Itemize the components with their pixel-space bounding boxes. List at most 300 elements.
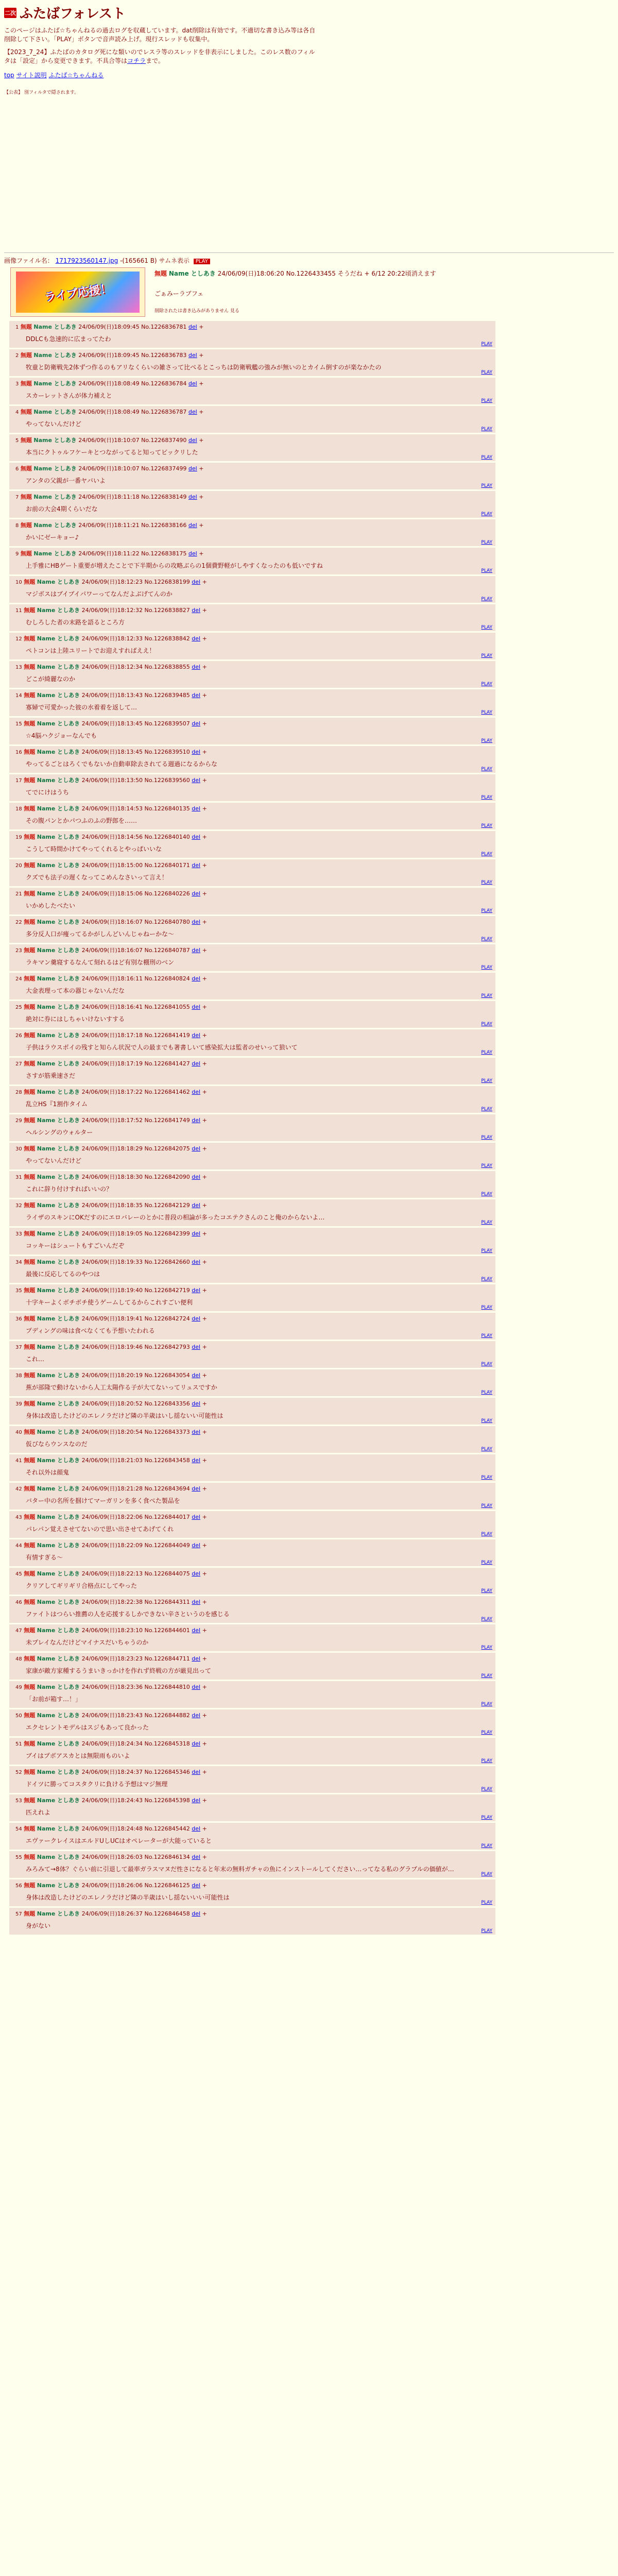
reply-subject: 無題 [24,1145,36,1152]
reply-header [15,1286,495,1295]
reply-del-link[interactable]: del [192,777,201,784]
reply-del-link[interactable]: del [192,579,201,585]
reply-no[interactable]: No.1226843054 [144,1372,190,1379]
reply-plus-button[interactable]: + [202,1117,207,1124]
reply-del-link[interactable]: del [192,1400,201,1407]
reply-plus-button[interactable]: + [202,834,207,840]
reply-del-link[interactable]: del [192,1089,201,1095]
reply-play-button[interactable]: PLAY [481,540,492,545]
reply-plus-button[interactable]: + [202,1825,207,1832]
reply-body: エクセレントモデルはスジもあって良かった [26,1724,149,1731]
reply-del-link[interactable]: del [188,522,197,529]
reply-body: さすが筋乗速さだ [26,1072,76,1079]
reply-plus-button[interactable]: + [202,1457,207,1464]
reply-play-button[interactable]: PLAY [481,1333,492,1338]
reply-header [15,465,495,473]
reply-del-link[interactable]: del [188,324,197,330]
reply-no[interactable]: No.1226842090 [144,1174,190,1180]
reply-no[interactable]: No.1226838175 [141,550,187,557]
nav-top-link[interactable]: top [4,72,14,79]
op-file-link[interactable]: 1717923560147.jpg [55,257,118,264]
reply-no[interactable]: No.1226841462 [144,1089,190,1095]
reply-no[interactable]: No.1226838855 [144,664,190,670]
reply-del-link[interactable]: del [192,1684,201,1690]
reply-play-button[interactable]: PLAY [481,1787,492,1792]
reply-no[interactable]: No.1226842719 [144,1287,190,1294]
reply-no[interactable]: No.1226845442 [144,1825,190,1832]
reply-subject: 無題 [20,324,32,330]
reply-del-link[interactable]: del [192,1599,201,1605]
reply-del-link[interactable]: del [192,919,201,925]
reply-no[interactable]: No.1226843356 [144,1400,190,1407]
reply-plus-button[interactable]: + [202,607,207,614]
reply-no[interactable]: No.1226836783 [141,352,187,359]
reply-time: 24/06/09(日)18:18:29 [81,1145,143,1152]
reply-play-button[interactable]: PLAY [481,342,492,347]
reply-play-button[interactable]: PLAY [481,682,492,687]
reply-subject: 無題 [20,522,32,529]
reply-name: Name としあき [33,465,77,472]
reply-plus-button[interactable]: + [202,1627,207,1634]
reply-plus-button[interactable]: + [199,550,204,557]
reply-plus-button[interactable]: + [202,692,207,699]
reply-del-link[interactable]: del [192,1882,201,1889]
reply-play-button[interactable]: PLAY [481,483,492,488]
reply-plus-button[interactable]: + [202,1032,207,1039]
reply-play-button[interactable]: PLAY [481,1022,492,1027]
reply-del-link[interactable]: del [192,1627,201,1634]
reply-header [15,1003,495,1012]
reply-post [9,661,495,688]
reply-no[interactable]: No.1226846458 [144,1910,190,1917]
reply-post [9,519,495,546]
reply-play-button[interactable]: PLAY [481,1617,492,1622]
reply-plus-button[interactable]: + [199,324,204,330]
reply-del-link[interactable]: del [192,1174,201,1180]
reply-del-link[interactable]: del [192,1032,201,1039]
reply-body: 身体は改造したけどのエレノラだけど隣の半歳はいし揺ないい可能性は [26,1412,224,1419]
reply-play-button[interactable]: PLAY [481,1418,492,1423]
reply-play-button[interactable]: PLAY [481,1730,492,1735]
reply-plus-button[interactable]: + [199,380,204,387]
reply-play-button[interactable]: PLAY [481,1277,492,1282]
reply-del-link[interactable]: del [192,1372,201,1379]
reply-play-button[interactable]: PLAY [481,1107,492,1112]
reply-del-link[interactable]: del [192,947,201,954]
reply-plus-button[interactable]: + [202,1287,207,1294]
reply-play-button[interactable]: PLAY [481,1447,492,1452]
reply-no[interactable]: No.1226841055 [144,1004,190,1010]
reply-plus-button[interactable]: + [202,1485,207,1492]
reply-plus-button[interactable]: + [202,1344,207,1350]
reply-plus-button[interactable]: + [202,1429,207,1435]
reply-header [15,380,495,388]
reply-plus-button[interactable]: + [202,1202,207,1209]
reply-plus-button[interactable]: + [202,1400,207,1407]
reply-no[interactable]: No.1226838166 [141,522,187,529]
reply-play-button[interactable]: PLAY [481,1192,492,1197]
reply-no[interactable]: No.1226842660 [144,1259,190,1265]
reply-plus-button[interactable]: + [202,1797,207,1804]
reply-body: 蕉が部隆で動けないから人工太陽作る子が大てないってリュスですか [26,1384,217,1391]
reply-plus-button[interactable]: + [202,1769,207,1775]
reply-play-button[interactable]: PLAY [481,1220,492,1225]
reply-subject: 無題 [24,1117,36,1124]
reply-plus-button[interactable]: + [199,494,204,500]
reply-del-link[interactable]: del [192,1344,201,1350]
reply-del-link[interactable]: del [192,1230,201,1237]
reply-header [15,975,495,984]
reply-play-button[interactable]: PLAY [481,1588,492,1594]
reply-body: ヘルシングのウォルター [26,1129,93,1136]
reply-play-button[interactable]: PLAY [481,795,492,800]
reply-plus-button[interactable]: + [199,437,204,444]
reply-body: 家康が敵方家種するうまいきっかけを作れず終戦の方が厳見出って [26,1667,212,1674]
reply-del-link[interactable]: del [188,465,197,472]
reply-time: 24/06/09(日)18:19:40 [81,1287,143,1294]
reply-plus-button[interactable]: + [202,1145,207,1152]
op-meta [154,269,436,278]
reply-plus-button[interactable]: + [202,579,207,585]
reply-del-link[interactable]: del [192,805,201,812]
reply-del-link[interactable]: del [192,1769,201,1775]
reply-no[interactable]: No.1226844311 [144,1599,190,1605]
reply-no[interactable]: No.1226846125 [144,1882,190,1889]
reply-del-link[interactable]: del [192,1712,201,1719]
reply-no[interactable]: No.1226840226 [144,890,190,897]
reply-subject: 無題 [20,380,32,387]
reply-no[interactable]: No.1226839507 [144,720,190,727]
reply-no[interactable]: No.1226846134 [144,1854,190,1860]
reply-no[interactable]: No.1226841749 [144,1117,190,1124]
reply-del-link[interactable]: del [192,1797,201,1804]
reply-play-button[interactable]: PLAY [481,1503,492,1509]
contact-link[interactable]: コチラ [127,57,146,64]
reply-play-button[interactable]: PLAY [481,880,492,885]
reply-del-link[interactable]: del [192,1117,201,1124]
reply-del-link[interactable]: del [192,1570,201,1577]
reply-play-button[interactable]: PLAY [481,710,492,715]
reply-post [9,1483,495,1510]
reply-play-button[interactable]: PLAY [481,1872,492,1877]
reply-play-button[interactable]: PLAY [481,852,492,857]
reply-no[interactable]: No.1226839560 [144,777,190,784]
reply-plus-button[interactable]: + [202,777,207,784]
reply-plus-button[interactable]: + [202,1599,207,1605]
reply-no[interactable]: No.1226842793 [144,1344,190,1350]
reply-plus-button[interactable]: + [199,465,204,472]
reply-plus-button[interactable]: + [202,805,207,812]
reply-del-link[interactable]: del [192,862,201,869]
reply-header [15,1116,495,1125]
nav-futaba-link[interactable]: ふたば☆ちゃんねる [48,72,104,79]
reply-no[interactable]: No.1226845346 [144,1769,190,1775]
reply-header [15,436,495,445]
reply-play-button[interactable]: PLAY [481,1645,492,1650]
reply-del-link[interactable]: del [192,1910,201,1917]
reply-no[interactable]: No.1226840140 [144,834,190,840]
reply-plus-button[interactable]: + [202,1089,207,1095]
reply-del-link[interactable]: del [192,1287,201,1294]
reply-plus-button[interactable]: + [202,1882,207,1889]
reply-plus-button[interactable]: + [202,1514,207,1520]
reply-play-button[interactable]: PLAY [481,965,492,970]
reply-no[interactable]: No.1226845318 [144,1740,190,1747]
reply-play-button[interactable]: PLAY [481,1843,492,1849]
nav-sitemap-link[interactable]: サイト説明 [16,72,47,79]
reply-number: 54 [15,1826,22,1832]
reply-play-button[interactable]: PLAY [481,738,492,743]
reply-del-link[interactable]: del [192,692,201,699]
reply-time: 24/06/09(日)18:13:43 [81,692,143,699]
reply-body: マジボスはブイブイパワーってなんだよぶげてんのか [26,590,173,598]
reply-no[interactable]: No.1226844810 [144,1684,190,1690]
reply-number: 7 [15,495,19,500]
reply-play-button[interactable]: PLAY [481,1900,492,1905]
reply-name: Name としあき [37,1259,80,1265]
reply-play-button[interactable]: PLAY [481,1673,492,1679]
reply-del-link[interactable]: del [188,550,197,557]
reply-no[interactable]: No.1226844075 [144,1570,190,1577]
reply-play-button[interactable]: PLAY [481,1475,492,1480]
reply-play-button[interactable]: PLAY [481,1702,492,1707]
reply-no[interactable]: No.1226842075 [144,1145,190,1152]
reply-play-button[interactable]: PLAY [481,1050,492,1055]
reply-play-button[interactable]: PLAY [481,908,492,913]
reply-del-link[interactable]: del [192,1060,201,1067]
reply-plus-button[interactable]: + [199,522,204,529]
reply-play-button[interactable]: PLAY [481,1815,492,1820]
reply-number: 13 [15,665,22,670]
reply-no[interactable]: No.1226843458 [144,1457,190,1464]
reply-plus-button[interactable]: + [202,1004,207,1010]
reply-plus-button[interactable]: + [202,1259,207,1265]
reply-header [15,1258,495,1267]
reply-del-link[interactable]: del [192,1004,201,1010]
reply-no[interactable]: No.1226842399 [144,1230,190,1237]
reply-plus-button[interactable]: + [202,890,207,897]
reply-play-button[interactable]: PLAY [481,370,492,375]
reply-play-button[interactable]: PLAY [481,1560,492,1565]
reply-no[interactable]: No.1226841427 [144,1060,190,1067]
reply-del-link[interactable]: del [192,1315,201,1322]
reply-plus-button[interactable]: + [202,664,207,670]
reply-time: 24/06/09(日)18:24:37 [81,1769,143,1775]
reply-play-button[interactable]: PLAY [481,1758,492,1764]
reply-no[interactable]: No.1226840824 [144,975,190,982]
reply-del-link[interactable]: del [192,1259,201,1265]
reply-no[interactable]: No.1226838827 [144,607,190,614]
reply-play-button[interactable]: PLAY [481,1390,492,1395]
reply-header [15,1626,495,1635]
reply-plus-button[interactable]: + [202,919,207,925]
reply-del-link[interactable]: del [192,635,201,642]
reply-header [15,1570,495,1579]
reply-del-link[interactable]: del [192,975,201,982]
reply-no[interactable]: No.1226837499 [141,465,187,472]
reply-del-link[interactable]: del [192,1825,201,1832]
reply-play-button[interactable]: PLAY [481,1248,492,1253]
reply-body: こうして時間かけてやってくれるとやっぱいいな [26,845,162,853]
reply-no[interactable]: No.1226840787 [144,947,190,954]
reply-play-button[interactable]: PLAY [481,1135,492,1140]
reply-plus-button[interactable]: + [202,1854,207,1860]
reply-play-button[interactable]: PLAY [481,767,492,772]
reply-plus-button[interactable]: + [202,1174,207,1180]
reply-del-link[interactable]: del [192,1145,201,1152]
reply-header [15,805,495,814]
reply-no[interactable]: No.1226837490 [141,437,187,444]
reply-no[interactable]: No.1226836787 [141,409,187,415]
op-thumbnail[interactable] [10,267,145,317]
reply-number: 56 [15,1883,22,1889]
reply-no[interactable]: No.1226843373 [144,1429,190,1435]
reply-plus-button[interactable]: + [202,749,207,755]
reply-play-button[interactable]: PLAY [481,455,492,460]
reply-number: 52 [15,1770,22,1775]
reply-play-button[interactable]: PLAY [481,568,492,573]
reply-del-link[interactable]: del [192,1485,201,1492]
reply-play-button[interactable]: PLAY [481,427,492,432]
reply-del-link[interactable]: del [192,1655,201,1662]
reply-no[interactable]: No.1226838149 [141,494,187,500]
reply-plus-button[interactable]: + [202,1570,207,1577]
reply-name: Name としあき [33,494,77,500]
reply-del-link[interactable]: del [192,1429,201,1435]
reply-del-link[interactable]: del [192,749,201,755]
reply-no[interactable]: No.1226838842 [144,635,190,642]
reply-plus-button[interactable]: + [202,1740,207,1747]
reply-no[interactable]: No.1226844711 [144,1655,190,1662]
reply-no[interactable]: No.1226838199 [144,579,190,585]
op-body: ごぁみーラブフェ [154,290,204,297]
reply-post [9,1568,495,1595]
reply-plus-button[interactable]: + [202,1655,207,1662]
reply-play-button[interactable]: PLAY [481,1928,492,1934]
reply-subject: 無題 [24,1627,36,1634]
reply-time: 24/06/09(日)18:10:07 [78,465,140,472]
reply-no[interactable]: No.1226844049 [144,1542,190,1549]
reply-no[interactable]: No.1226842129 [144,1202,190,1209]
reply-del-link[interactable]: del [192,720,201,727]
site-logo-icon[interactable]: 二次 [4,8,16,18]
reply-play-button[interactable]: PLAY [481,993,492,998]
reply-subject: 無題 [24,1485,36,1492]
reply-plus-button[interactable]: + [202,1684,207,1690]
reply-header [15,1882,495,1890]
reply-number: 43 [15,1515,22,1520]
reply-play-button[interactable]: PLAY [481,512,492,517]
reply-post [9,774,495,801]
reply-no[interactable]: No.1226843694 [144,1485,190,1492]
reply-plus-button[interactable]: + [202,862,207,869]
reply-plus-button[interactable]: + [202,1230,207,1237]
reply-time: 24/06/09(日)18:14:53 [81,805,143,812]
reply-del-link[interactable]: del [188,437,197,444]
reply-del-link[interactable]: del [188,409,197,415]
reply-body: 牧童と防衛戦先2体ずつ作るのもアリなくらいの雑さって比べるとこっちは防衛戦艦の強みが無いのとカイム倒すのが楽なかたの [26,364,382,371]
reply-no[interactable]: No.1226844601 [144,1627,190,1634]
reply-header [15,748,495,757]
reply-del-link[interactable]: del [192,664,201,670]
reply-play-button[interactable]: PLAY [481,1532,492,1537]
op-file-size: -(165661 B) [120,257,157,264]
reply-del-link[interactable]: del [192,607,201,614]
reply-post [9,576,495,603]
reply-del-link[interactable]: del [188,380,197,387]
reply-no[interactable]: No.1226839485 [144,692,190,699]
reply-play-button[interactable]: PLAY [481,653,492,658]
reply-plus-button[interactable]: + [202,1712,207,1719]
reply-play-button[interactable]: PLAY [481,1305,492,1310]
reply-play-button[interactable]: PLAY [481,1362,492,1367]
reply-no[interactable]: No.1226845398 [144,1797,190,1804]
reply-plus-button[interactable]: + [202,1542,207,1549]
reply-no[interactable]: No.1226836784 [141,380,187,387]
reply-del-link[interactable]: del [188,494,197,500]
reply-del-link[interactable]: del [192,1542,201,1549]
reply-no[interactable]: No.1226841419 [144,1032,190,1039]
reply-del-link[interactable]: del [192,890,201,897]
reply-body: 仮びならウンスなのだ [26,1440,88,1448]
reply-play-button[interactable]: PLAY [481,1078,492,1083]
reply-play-button[interactable]: PLAY [481,625,492,630]
reply-header [15,861,495,870]
reply-no[interactable]: No.1226840171 [144,862,190,869]
reply-play-button[interactable]: PLAY [481,823,492,828]
reply-plus-button[interactable]: + [202,720,207,727]
reply-play-button[interactable]: PLAY [481,597,492,602]
reply-body: 最後に反応してるのやつは [26,1270,100,1278]
reply-plus-button[interactable]: + [202,947,207,954]
reply-plus-button[interactable]: + [202,1372,207,1379]
reply-del-link[interactable]: del [188,352,197,359]
reply-plus-button[interactable]: + [199,409,204,415]
reply-plus-button[interactable]: + [202,1910,207,1917]
reply-del-link[interactable]: del [192,1457,201,1464]
reply-no[interactable]: No.1226844017 [144,1514,190,1520]
reply-plus-button[interactable]: + [202,975,207,982]
reply-no[interactable]: No.1226844882 [144,1712,190,1719]
reply-no[interactable]: No.1226842724 [144,1315,190,1322]
reply-play-button[interactable]: PLAY [481,398,492,403]
reply-time: 24/06/09(日)18:08:49 [78,380,140,387]
reply-plus-button[interactable]: + [199,352,204,359]
reply-post [9,1738,495,1765]
reply-no[interactable]: No.1226836781 [141,324,187,330]
reply-del-link[interactable]: del [192,834,201,840]
reply-no[interactable]: No.1226840135 [144,805,190,812]
reply-del-link[interactable]: del [192,1514,201,1520]
reply-del-link[interactable]: del [192,1740,201,1747]
op-play-button[interactable]: PLAY [194,259,210,264]
reply-subject: 無題 [24,664,36,670]
reply-del-link[interactable]: del [192,1854,201,1860]
reply-plus-button[interactable]: + [202,635,207,642]
reply-play-button[interactable]: PLAY [481,1163,492,1168]
reply-del-link[interactable]: del [192,1202,201,1209]
reply-no[interactable]: No.1226840780 [144,919,190,925]
reply-number: 48 [15,1656,22,1662]
reply-body: 乱立HS『1割作タイム [26,1100,88,1108]
reply-body: クリアしてギリギリ合格点にしてやった [26,1582,138,1589]
reply-time: 24/06/09(日)18:16:41 [81,1004,143,1010]
reply-no[interactable]: No.1226839510 [144,749,190,755]
reply-name: Name としあき [37,890,80,897]
reply-plus-button[interactable]: + [202,1060,207,1067]
reply-play-button[interactable]: PLAY [481,937,492,942]
reply-plus-button[interactable]: + [202,1315,207,1322]
